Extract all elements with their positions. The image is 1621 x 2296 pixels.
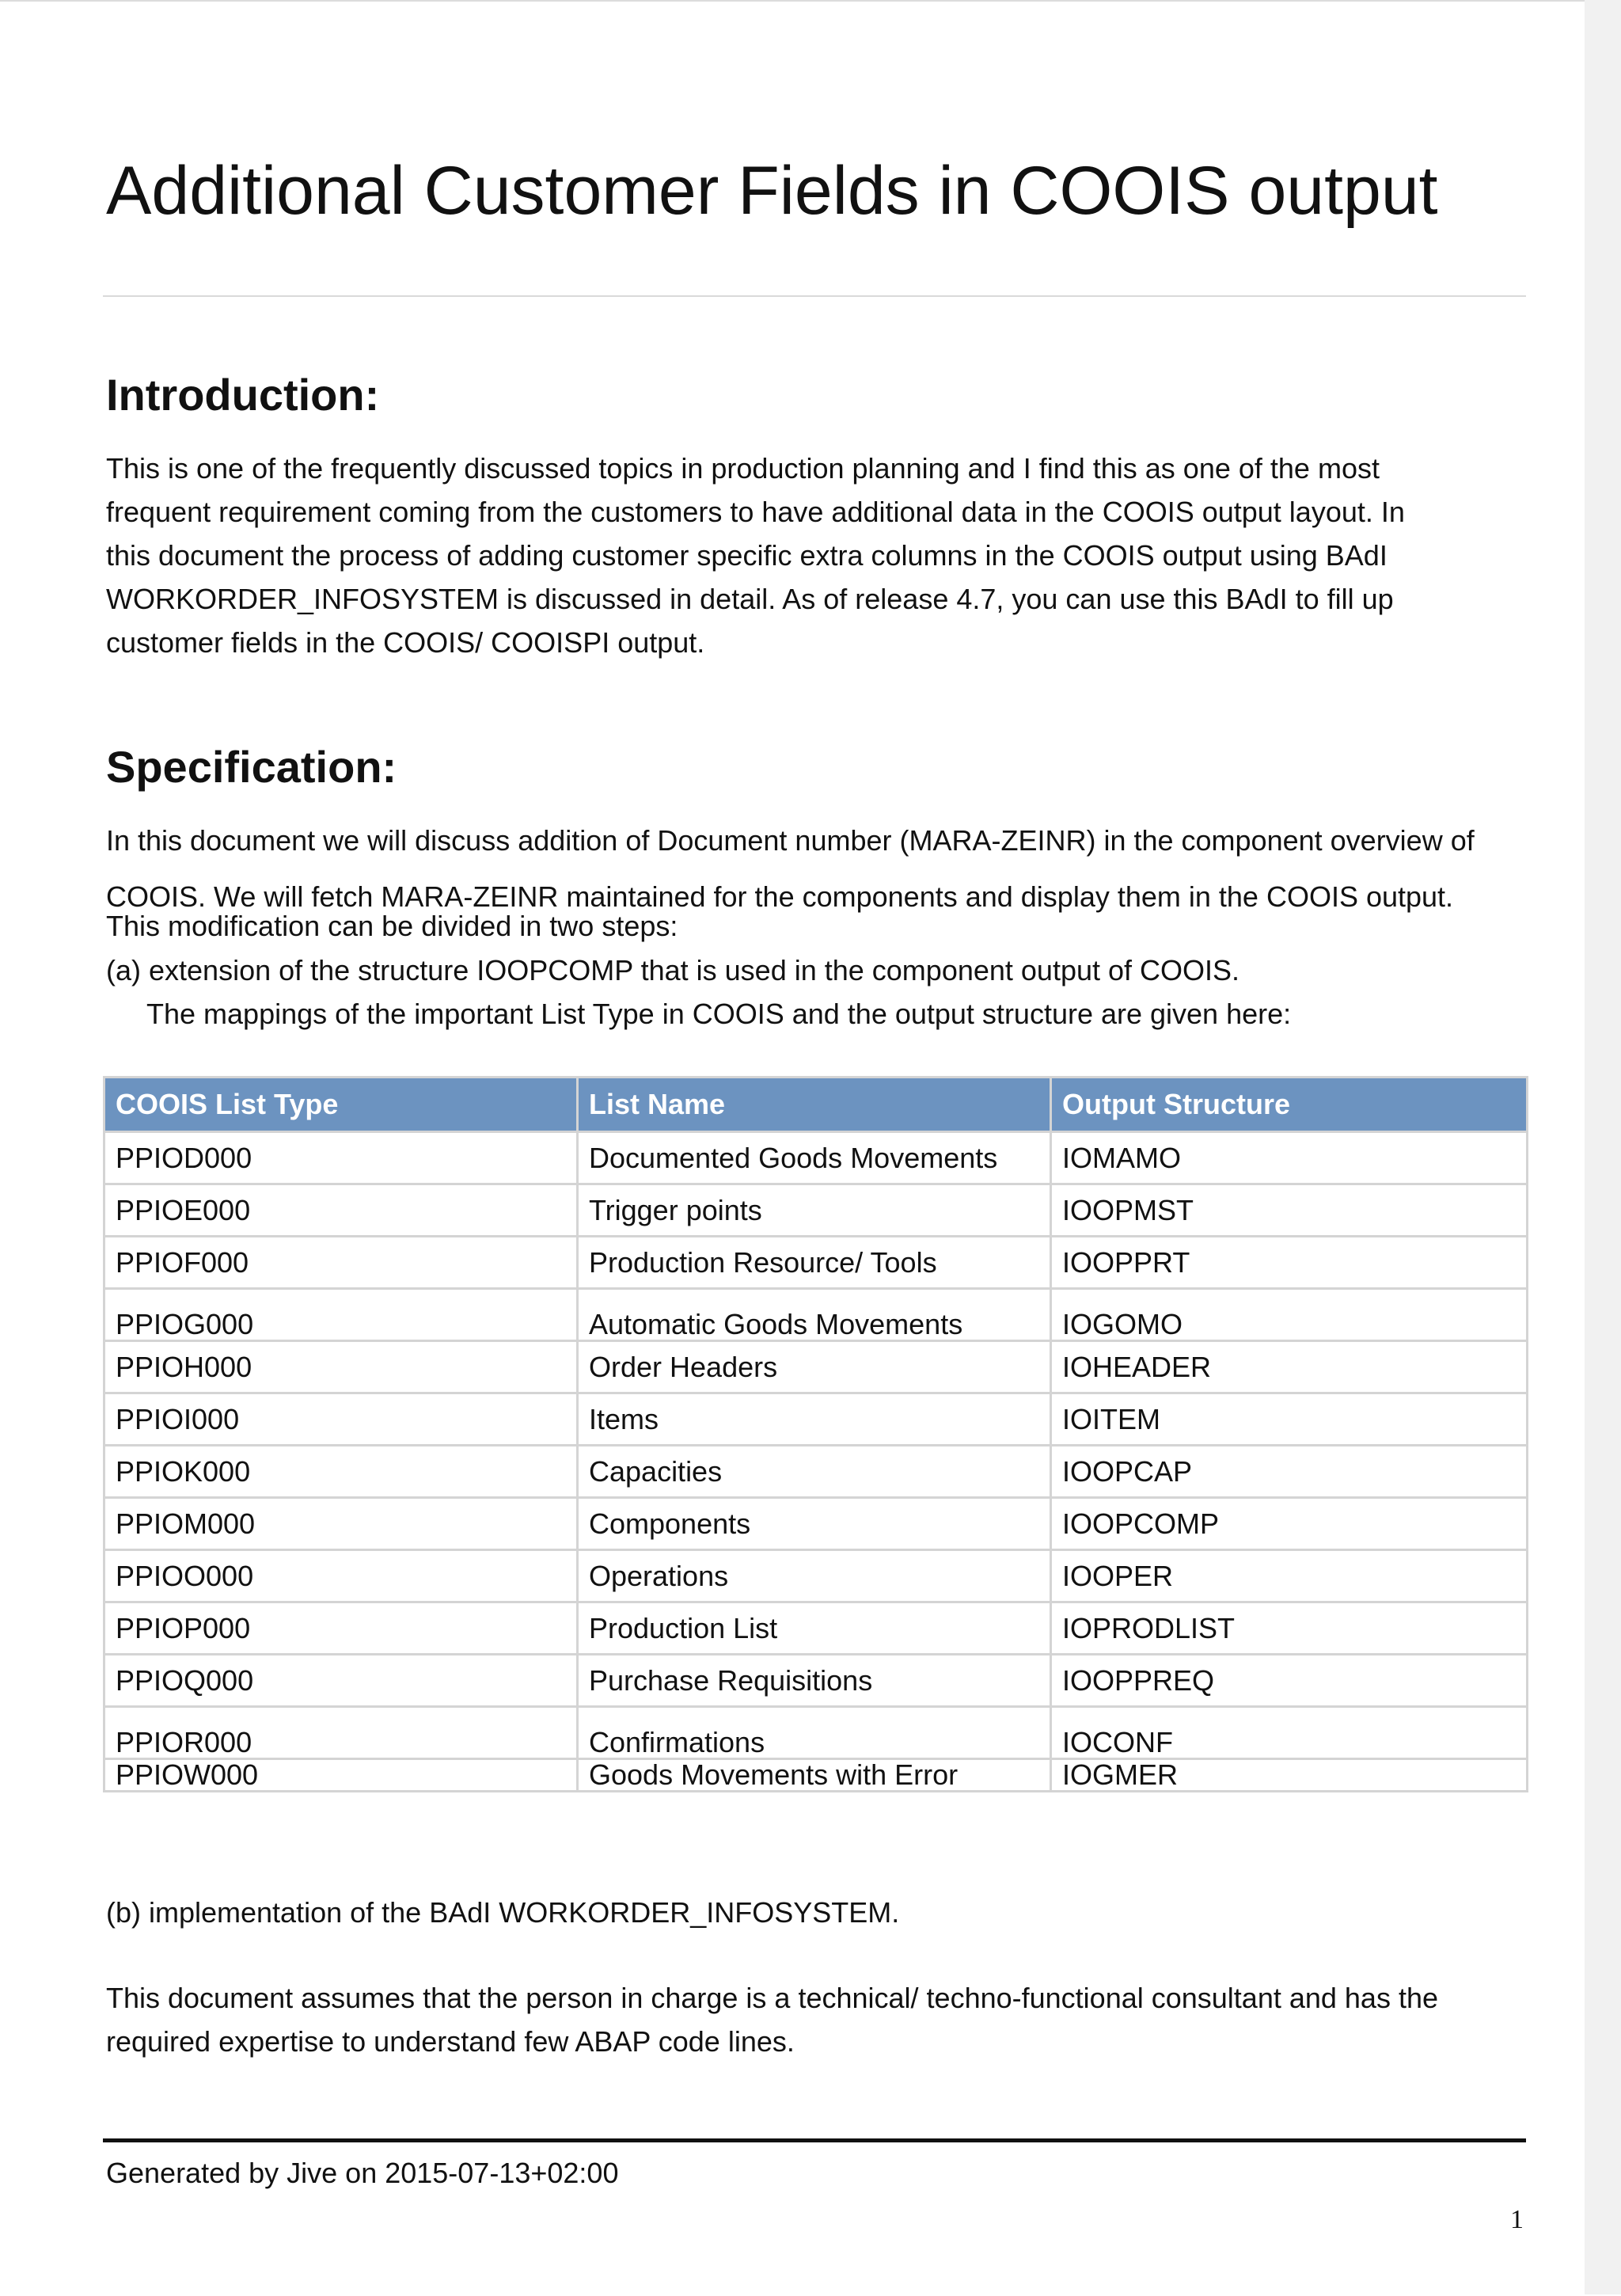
list-name-cell: Capacities bbox=[578, 1446, 1051, 1498]
list-type-cell: PPIOW000 bbox=[104, 1759, 578, 1792]
column-header-list-name: List Name bbox=[578, 1078, 1051, 1132]
output-structure-cell: IOITEM bbox=[1051, 1393, 1528, 1446]
list-name-cell: Components bbox=[578, 1498, 1051, 1550]
specification-line-1: In this document we will discuss addition of Document number (MARA-ZEINR) in the component overview of bbox=[106, 824, 1475, 857]
list-type-cell: PPIOH000 bbox=[104, 1341, 578, 1393]
list-type-cell: PPIOP000 bbox=[104, 1602, 578, 1655]
list-name-cell: Goods Movements with Error bbox=[578, 1759, 1051, 1792]
output-structure-cell: IOOPCAP bbox=[1051, 1446, 1528, 1498]
table-row bbox=[104, 1132, 1528, 1184]
table-row bbox=[104, 1707, 1528, 1759]
specification-line-3: This modification can be divided in two steps: bbox=[106, 910, 678, 942]
title-divider bbox=[103, 295, 1526, 297]
list-name-cell: Automatic Goods Movements bbox=[578, 1289, 1051, 1341]
list-type-cell: PPIOQ000 bbox=[104, 1655, 578, 1707]
list-name-cell: Items bbox=[578, 1393, 1051, 1446]
output-structure-cell: IOPRODLIST bbox=[1051, 1602, 1528, 1655]
column-header-output-structure: Output Structure bbox=[1051, 1078, 1528, 1132]
list-type-mapping-table bbox=[103, 1076, 1528, 1792]
output-structure-cell: IOGMER bbox=[1051, 1759, 1528, 1792]
output-structure-cell: IOOPMST bbox=[1051, 1184, 1528, 1237]
list-type-cell: PPIOE000 bbox=[104, 1184, 578, 1237]
column-header-list-type: COOIS List Type bbox=[104, 1078, 578, 1132]
specification-heading: Specification: bbox=[106, 742, 397, 792]
list-name-cell: Purchase Requisitions bbox=[578, 1655, 1051, 1707]
list-type-cell: PPIOM000 bbox=[104, 1498, 578, 1550]
list-name-cell: Order Headers bbox=[578, 1341, 1051, 1393]
page-number: 1 bbox=[1510, 2205, 1524, 2234]
output-structure-cell: IOOPER bbox=[1051, 1550, 1528, 1602]
table-header-row bbox=[104, 1078, 1528, 1132]
table-row bbox=[104, 1498, 1528, 1550]
list-name-cell: Trigger points bbox=[578, 1184, 1051, 1237]
output-structure-cell: IOMAMO bbox=[1051, 1132, 1528, 1184]
output-structure-cell: IOCONF bbox=[1051, 1707, 1528, 1759]
list-type-cell: PPIOG000 bbox=[104, 1289, 578, 1341]
table-row bbox=[104, 1289, 1528, 1341]
list-name-cell: Production List bbox=[578, 1602, 1051, 1655]
specification-line-2: COOIS. We will fetch MARA-ZEINR maintained for the components and display them in the COOIS output. bbox=[106, 880, 1454, 913]
step-b-text: (b) implementation of the BAdI WORKORDER_INFOSYSTEM. bbox=[106, 1896, 900, 1929]
list-name-cell: Operations bbox=[578, 1550, 1051, 1602]
scrollbar-track[interactable] bbox=[1585, 0, 1621, 2294]
introduction-line: frequent requirement coming from the customers to have additional data in the COOIS output layout. In bbox=[106, 496, 1405, 528]
document-title: Additional Customer Fields in COOIS output bbox=[106, 153, 1438, 229]
introduction-paragraph bbox=[106, 447, 1531, 664]
assumption-paragraph bbox=[106, 1976, 1531, 2063]
list-name-cell: Documented Goods Movements bbox=[578, 1132, 1051, 1184]
table-row bbox=[104, 1550, 1528, 1602]
table-row bbox=[104, 1184, 1528, 1237]
introduction-line: customer fields in the COOIS/ COOISPI output. bbox=[106, 626, 705, 659]
output-structure-cell: IOOPPRT bbox=[1051, 1237, 1528, 1289]
footer-generated-text: Generated by Jive on 2015-07-13+02:00 bbox=[106, 2157, 619, 2189]
list-type-cell: PPIOF000 bbox=[104, 1237, 578, 1289]
list-type-cell: PPIOR000 bbox=[104, 1707, 578, 1759]
assumption-line: required expertise to understand few ABAP code lines. bbox=[106, 2025, 795, 2058]
list-name-cell: Confirmations bbox=[578, 1707, 1051, 1759]
footer-divider bbox=[103, 2138, 1526, 2142]
output-structure-cell: IOOPPREQ bbox=[1051, 1655, 1528, 1707]
list-type-cell: PPIOK000 bbox=[104, 1446, 578, 1498]
list-type-cell: PPIOI000 bbox=[104, 1393, 578, 1446]
step-a-text: (a) extension of the structure IOOPCOMP that is used in the component output of COOIS. bbox=[106, 954, 1240, 986]
mapping-intro-text: The mappings of the important List Type in COOIS and the output structure are given here: bbox=[146, 998, 1292, 1030]
output-structure-cell: IOHEADER bbox=[1051, 1341, 1528, 1393]
introduction-line: WORKORDER_INFOSYSTEM is discussed in detail. As of release 4.7, you can use this BAdI to fill up bbox=[106, 583, 1394, 615]
list-type-cell: PPIOO000 bbox=[104, 1550, 578, 1602]
output-structure-cell: IOOPCOMP bbox=[1051, 1498, 1528, 1550]
table-row bbox=[104, 1655, 1528, 1707]
table-row bbox=[104, 1341, 1528, 1393]
assumption-line: This document assumes that the person in charge is a technical/ techno-functional consultant and has the bbox=[106, 1982, 1438, 2014]
output-structure-cell: IOGOMO bbox=[1051, 1289, 1528, 1341]
table-row bbox=[104, 1602, 1528, 1655]
list-name-cell: Production Resource/ Tools bbox=[578, 1237, 1051, 1289]
list-type-cell: PPIOD000 bbox=[104, 1132, 578, 1184]
introduction-line: this document the process of adding customer specific extra columns in the COOIS output using BAdI bbox=[106, 539, 1388, 572]
table-row bbox=[104, 1393, 1528, 1446]
table-row bbox=[104, 1237, 1528, 1289]
introduction-line: This is one of the frequently discussed topics in production planning and I find this as one of the most bbox=[106, 452, 1380, 485]
table-row bbox=[104, 1759, 1528, 1792]
table-row bbox=[104, 1446, 1528, 1498]
introduction-heading: Introduction: bbox=[106, 370, 380, 420]
